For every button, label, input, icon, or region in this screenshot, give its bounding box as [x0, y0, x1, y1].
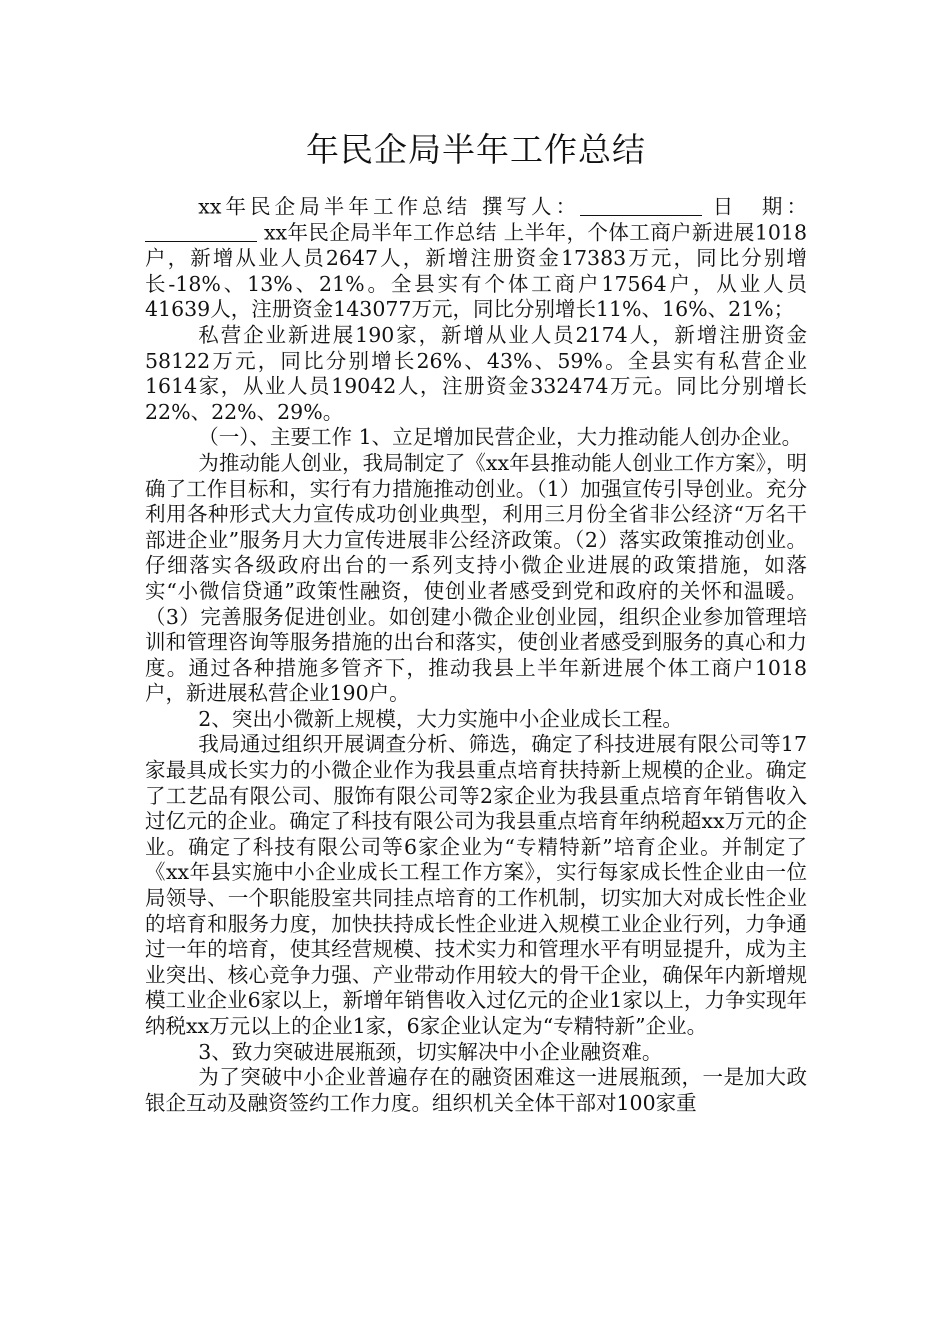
header-text-2: 日 期：	[702, 194, 807, 219]
section-heading: 2、突出小微新上规模，大力实施中小企业成长工程。	[198, 706, 683, 731]
body-paragraph: 为了突破中小企业普遍存在的融资困难这一进展瓶颈，一是加大政银企互动及融资签约工作力度。组织机关全体干部对100家重	[145, 1065, 807, 1115]
document-body	[145, 194, 807, 1116]
section-heading: （一）、主要工作 1、立足增加民营企业，大力推动能人创办企业。	[198, 425, 803, 450]
header-text-3: xx年民企局半年工作总结 上半年，个体工商户新进展1018户，新增从业人员2647人，新增注册资金17383万元，同比分别增长-18%、13%、21%。全县实有个体工商户17564户，从业人员41639人，注册资金143077万元，同比分别增长11%、16%、21%；	[145, 220, 807, 322]
section-heading: 3、致力突破进展瓶颈，切实解决中小企业融资难。	[198, 1039, 663, 1064]
body-paragraph: 私营企业新进展190家，新增从业人员2174人，新增注册资金58122万元，同比分别增长26%、43%、59%。全县实有私营企业1614家，从业人员19042人，注册资金332474万元。同比分别增长22%、22%、29%。	[145, 322, 807, 424]
body-paragraph: 为推动能人创业，我局制定了《xx年县推动能人创业工作方案》，明确了工作目标和，实行有力措施推动创业。（1）加强宣传引导创业。充分利用各种形式大力宣传成功创业典型，利用三月份全省非公经济“万名干部进企业”服务月大力宣传进展非公经济政策。（2）落实政策推动创业。仔细落实各级政府出台的一系列支持小微企业进展的政策措施，如落实“小微信贷通”政策性融资，使创业者感受到党和政府的关怀和温暖。（3）完善服务促进创业。如创建小微企业创业园，组织企业参加管理培训和管理咨询等服务措施的出台和落实，使创业者感受到服务的真心和力度。通过各种措施多管齐下，推动我县上半年新进展个体工商户1018户，新进展私营企业190户。	[145, 450, 807, 706]
header-text-1: xx年民企局半年工作总结 撰写人：	[198, 194, 581, 219]
document-page	[145, 126, 807, 1116]
document-title: 年民企局半年工作总结	[306, 130, 646, 169]
body-paragraph: 我局通过组织开展调查分析、筛选，确定了科技进展有限公司等17家最具成长实力的小微企业作为我县重点培育扶持新上规模的企业。确定了工艺品有限公司、服饰有限公司等2家企业为我县重点培育年销售收入过亿元的企业。确定了科技有限公司为我县重点培育年纳税超xx万元的企业。确定了科技有限公司等6家企业为“专精特新”培育企业。并制定了《xx年县实施中小企业成长工程工作方案》，实行每家成长性企业由一位局领导、一个职能股室共同挂点培育的工作机制，切实加大对成长性企业的培育和服务力度，加快扶持成长性企业进入规模工业企业行列，力争通过一年的培育，使其经营规模、技术实力和管理水平有明显提升，成为主业突出、核心竞争力强、产业带动作用较大的骨干企业，确保年内新增规模工业企业6家以上，新增年销售收入过亿元的企业1家以上，力争实现年纳税xx万元以上的企业1家，6家企业认定为“专精特新”企业。	[145, 732, 807, 1038]
header-paragraph	[145, 194, 807, 323]
date-blank	[145, 220, 257, 242]
author-blank	[580, 194, 702, 216]
